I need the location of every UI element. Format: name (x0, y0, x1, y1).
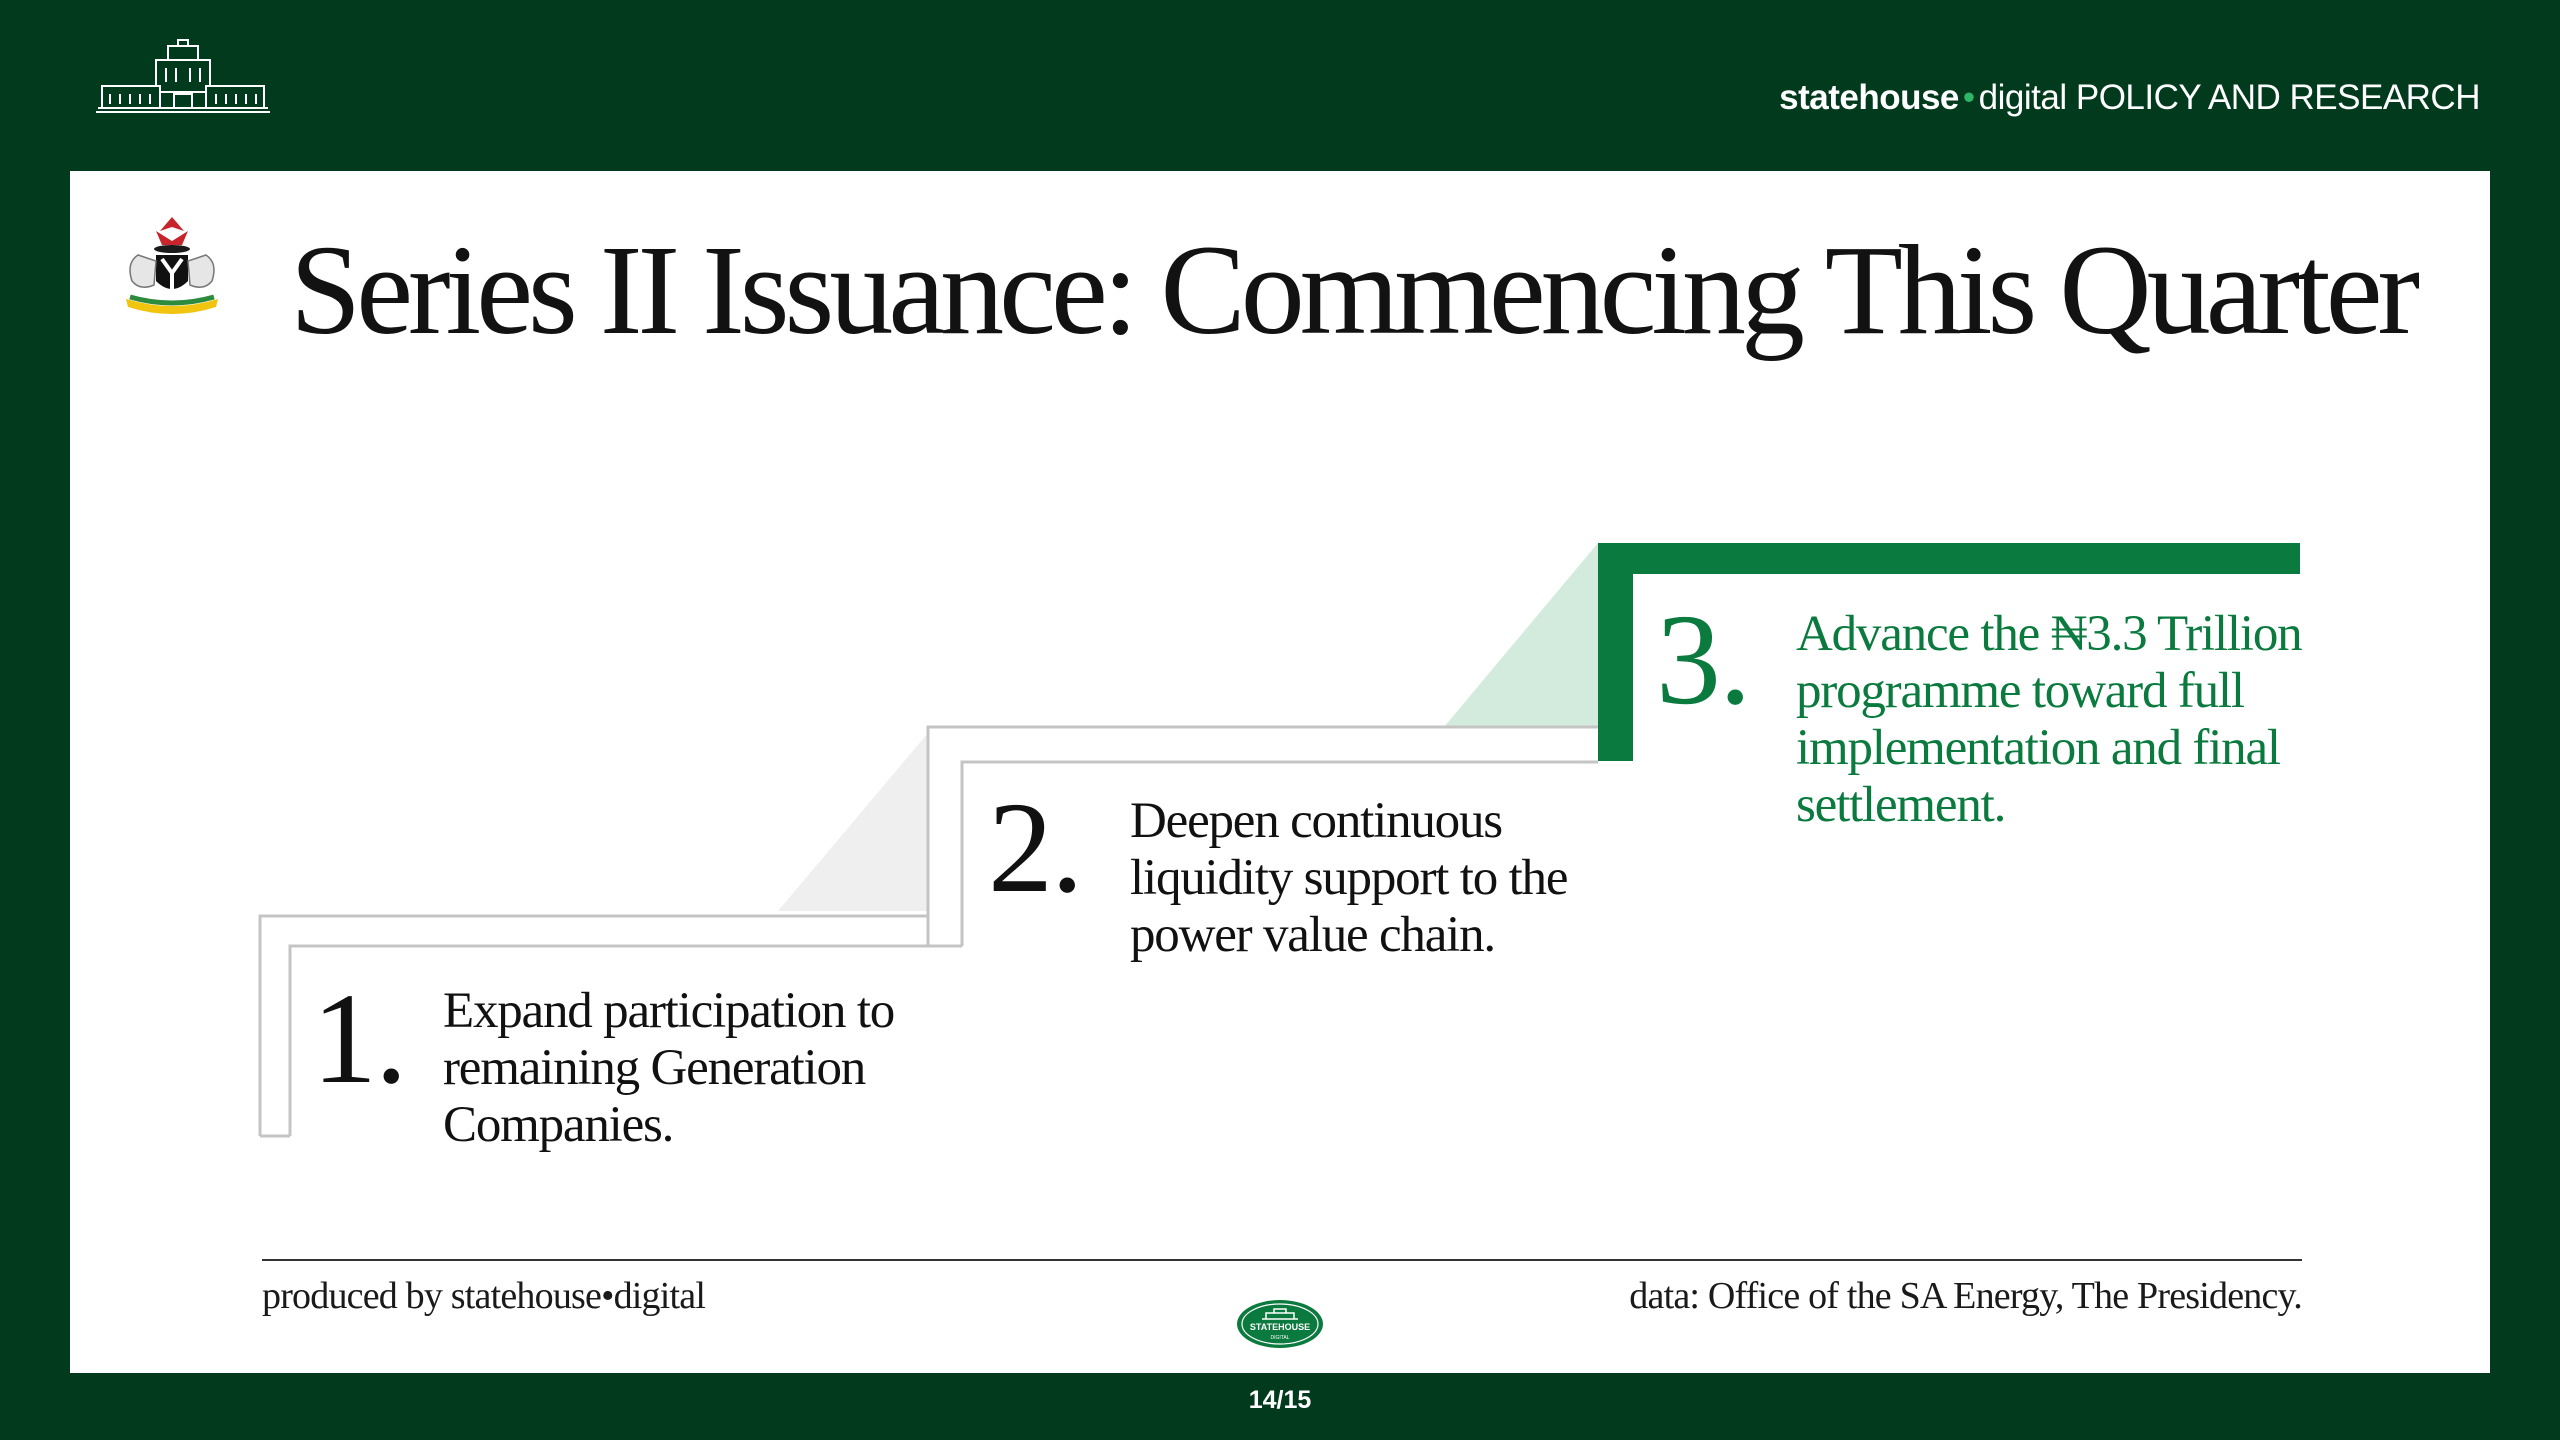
badge-label: STATEHOUSE (1249, 1322, 1311, 1332)
statehouse-digital-badge-icon (1236, 1299, 1324, 1349)
badge-sublabel: DIGITAL (1270, 1335, 1290, 1341)
brand-name: statehouse (1779, 78, 1959, 117)
data-source-credit: data: Office of the SA Energy, The Presidency. (1629, 1275, 2302, 1317)
state-house-building-icon (90, 38, 276, 116)
brand-section: POLICY AND RESEARCH (2075, 78, 2480, 117)
brand-suffix: digital (1978, 78, 2067, 117)
step-2-ramp (1444, 543, 1598, 727)
brand-wordmark (1779, 78, 2480, 118)
step-3-number: 3. (1656, 588, 1750, 732)
step-3-text: Advance the ₦3.3 Trillion programme toward full implementation and final settlement. (1796, 606, 2302, 833)
step-1-number: 1. (312, 967, 406, 1111)
produced-by-credit: produced by statehouse•digital (262, 1275, 706, 1317)
slide-title: Series II Issuance: Commencing This Quarter (290, 219, 2416, 361)
step-1-text: Expand participation to remaining Generation Companies. (443, 983, 895, 1153)
top-bar (0, 0, 2560, 171)
brand-dot: • (1962, 78, 1975, 117)
step-2-text: Deepen continuous liquidity support to the power value chain. (1130, 793, 1568, 963)
step-2-number: 2. (988, 776, 1082, 920)
slide-card (70, 171, 2490, 1373)
footer-divider (262, 1259, 2302, 1261)
page-indicator: 14/15 (1248, 1386, 1312, 1414)
step-1-ramp (778, 733, 928, 911)
